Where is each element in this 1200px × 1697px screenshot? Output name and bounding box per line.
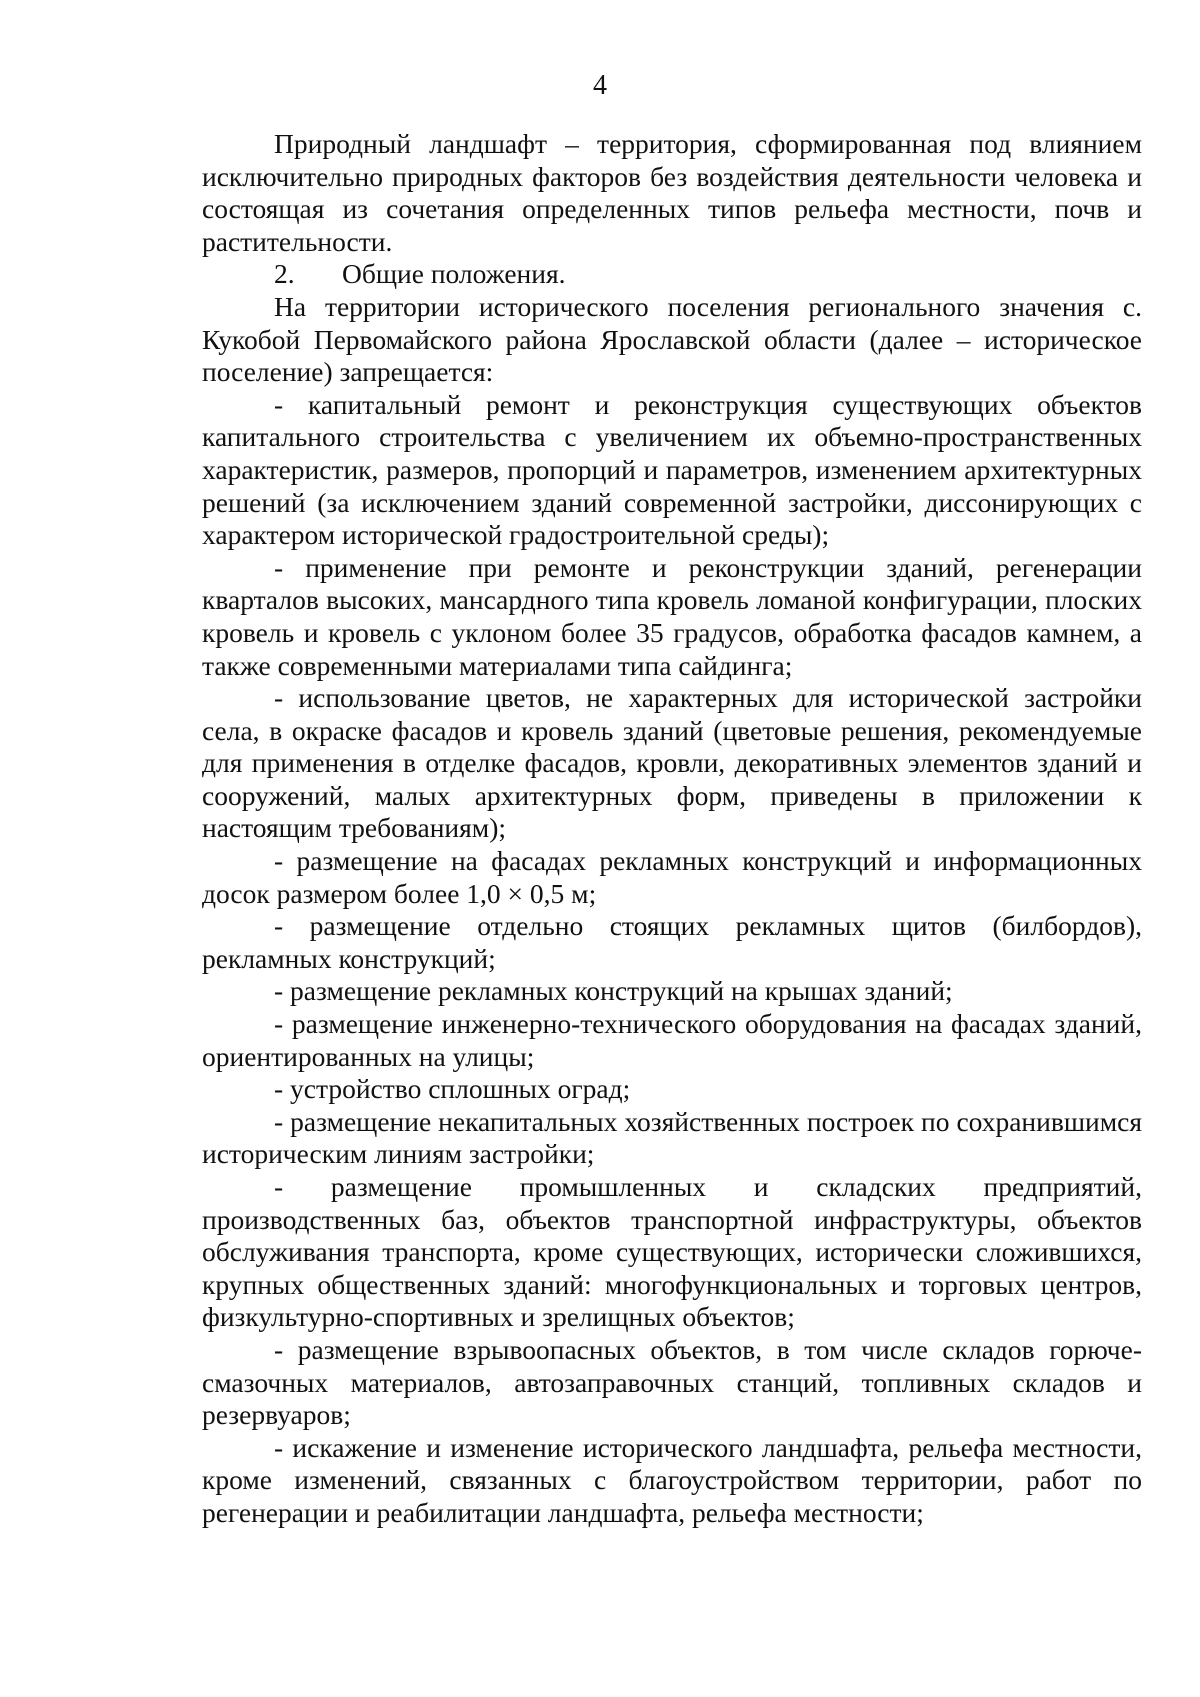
list-item-prohibition: - размещение отдельно стоящих рекламных щитов (билбордов), рекламных конструкций;: [202, 910, 1142, 974]
document-body: [202, 128, 1142, 1530]
list-item-prohibition: - размещение некапитальных хозяйственных построек по сохранившимся историческим линиям застройки;: [202, 1105, 1142, 1170]
paragraph-natural-landscape-definition: Природный ландшафт – территория, сформированная под влиянием исключительно природных факторов без воздействия деятельности человека и состоящая из сочетания определенных типов рельефа местности, почв и растительности.: [202, 128, 1142, 257]
list-item-prohibition: - размещение взрывоопасных объектов, в том числе складов горюче-смазочных материалов, автозаправочных станций, топливных складов и резервуаров;: [202, 1333, 1142, 1431]
list-item-prohibition: - размещение промышленных и складских предприятий, производственных баз, объектов транспортной инфраструктуры, объектов обслуживания транспорта, кроме существующих, исторически сложившихся, крупных общественных зданий: многофункциональных и торговых центров, физкультурно-спортивных и зрелищных объектов;: [202, 1171, 1142, 1333]
list-item-prohibition: - применение при ремонте и реконструкции зданий, регенерации кварталов высоких, мансардного типа кровель ломаной конфигурации, плоских кровель и кровель с уклоном более 35 градусов, обработка фасадов камнем, а также современными материалами типа сайдинга;: [202, 551, 1142, 681]
paragraph-prohibitions-intro: На территории исторического поселения регионального значения с. Кукобой Первомайского района Ярославской области (далее – историческое поселение) запрещается:: [202, 290, 1142, 388]
section-title: Общие положения.: [342, 258, 566, 290]
list-item-prohibition: - капитальный ремонт и реконструкция существующих объектов капитального строительства с увеличением их объемно-пространственных характеристик, размеров, пропорций и параметров, изменением архитектурных решений (за исключением зданий современной застройки, диссонирующих с характером исторической градостроительной среды);: [202, 388, 1142, 551]
section-number: 2.: [274, 258, 295, 290]
list-item-prohibition: - размещение на фасадах рекламных конструкций и информационных досок размером более 1,0 × 0,5 м;: [202, 845, 1142, 909]
list-item-prohibition: - искажение и изменение исторического ландшафта, рельефа местности, кроме изменений, связанных с благоустройством территории, работ по регенерации и реабилитации ландшафта, рельефа местности;: [202, 1431, 1142, 1528]
section-heading: [202, 258, 1142, 291]
list-item-prohibition: - использование цветов, не характерных для исторической застройки села, в окраске фасадов и кровель зданий (цветовые решения, рекомендуемые для применения в отделке фасадов, кровли, декоративных элементов зданий и сооружений, малых архитектурных форм, приведены в приложении к настоящим требованиям);: [202, 682, 1142, 844]
list-item-prohibition: - размещение рекламных конструкций на крышах зданий;: [274, 975, 953, 1007]
list-item-prohibition: - устройство сплошных оград;: [274, 1073, 631, 1105]
page-number: 4: [593, 70, 607, 101]
list-item-prohibition: - размещение инженерно-технического оборудования на фасадах зданий, ориентированных на улицы;: [202, 1008, 1142, 1072]
